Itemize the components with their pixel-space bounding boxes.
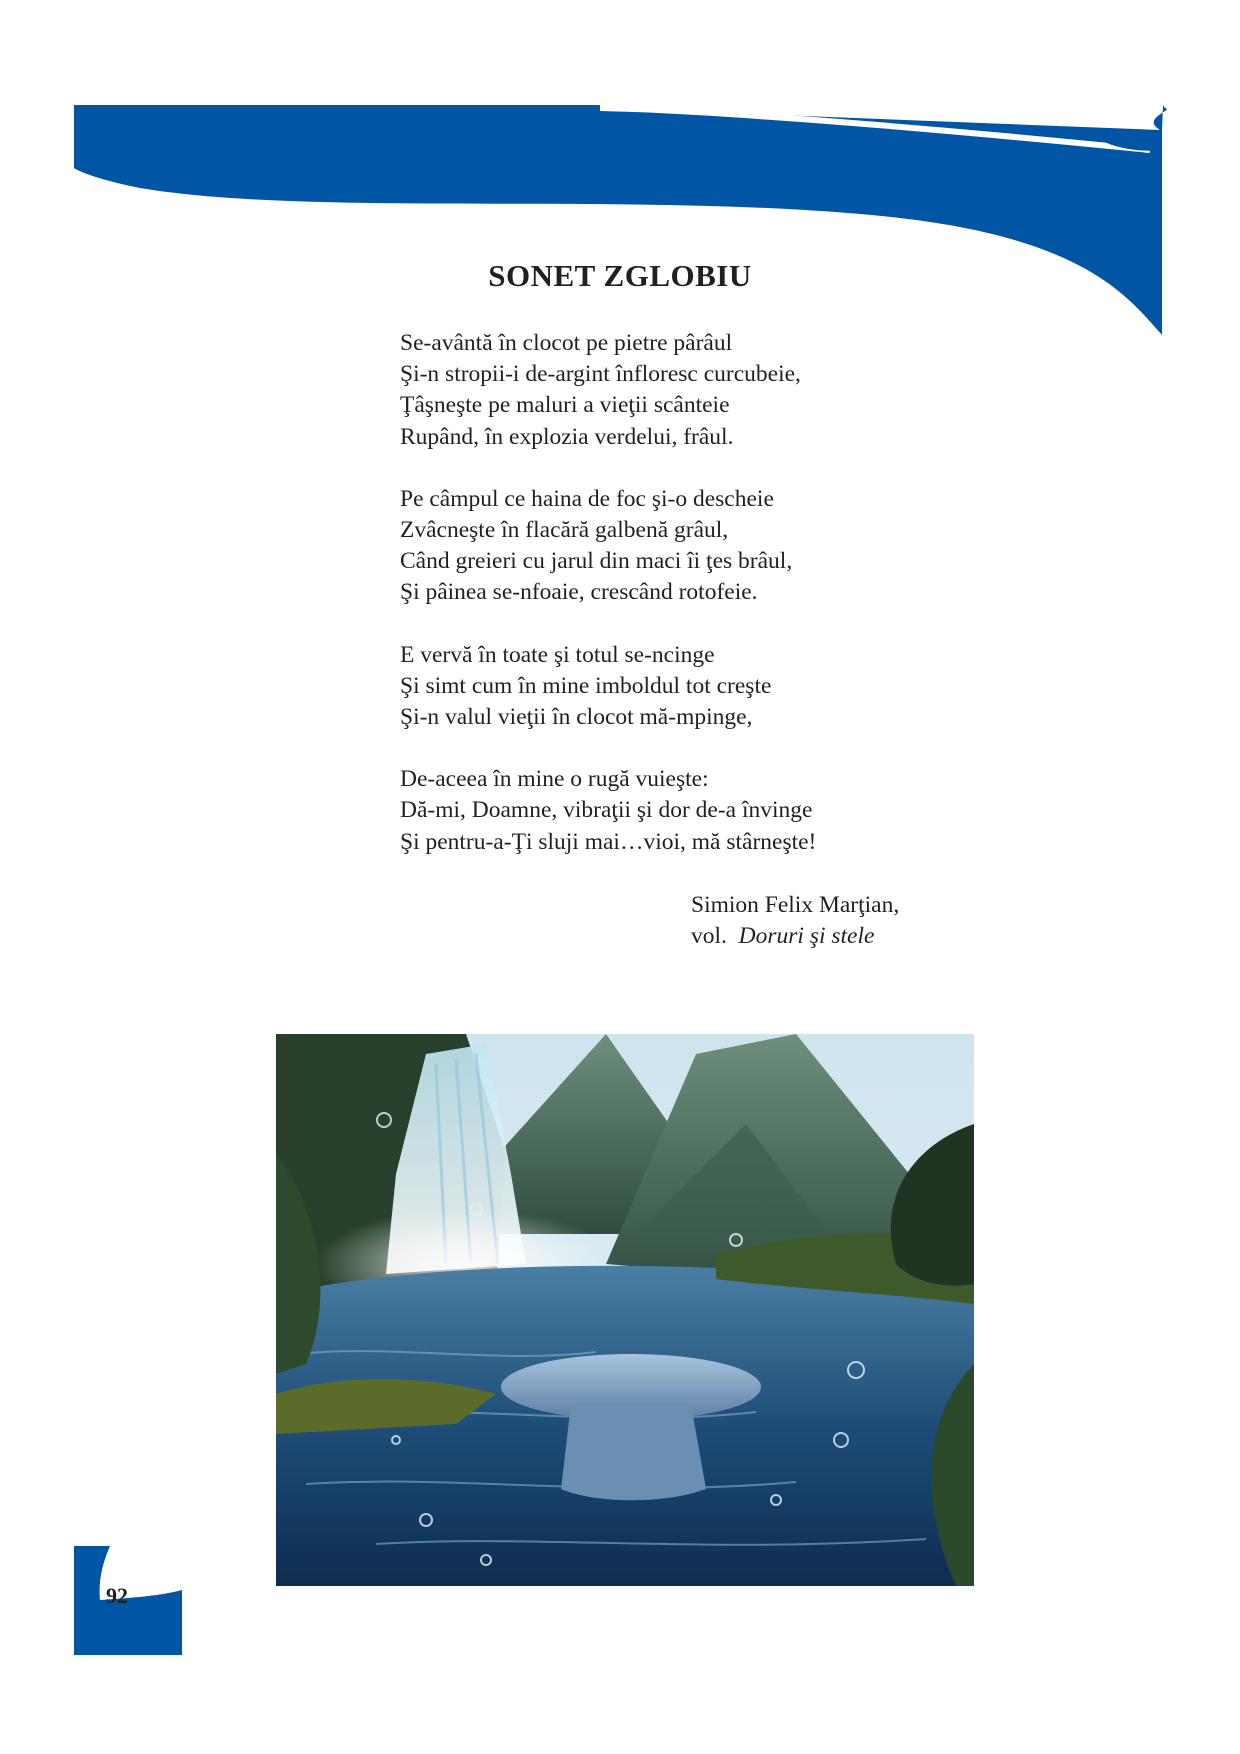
- volume-prefix: vol.: [691, 923, 727, 950]
- stanza: [400, 764, 816, 858]
- poem-title: SONET ZGLOBIU: [488, 258, 752, 293]
- stanza: [400, 328, 816, 453]
- poem-line: Şi simt cum în mine imboldul tot creşte: [400, 672, 772, 699]
- poem-line: Ţâşneşte pe maluri a vieţii scânteie: [400, 392, 730, 419]
- page-number-tab: [0, 1500, 200, 1660]
- poem-line: Zvâcneşte în flacără galbenă grâul,: [400, 517, 729, 544]
- banner-wave-shape: [74, 105, 1167, 335]
- poem-line: Şi-n valul vieţii în clocot mă-mpinge,: [400, 704, 753, 731]
- page-number: 92: [106, 1583, 128, 1608]
- volume-title: Doruri şi stele: [738, 923, 875, 950]
- poem-line: Şi-n stropii-i de-argint înfloresc curcubeie,: [400, 361, 801, 388]
- author-name: Simion Felix Marţian,: [691, 892, 900, 918]
- waterfall-illustration: [276, 1034, 974, 1586]
- poem-line: De-aceea în mine o rugă vuieşte:: [400, 766, 709, 793]
- poem-body: [400, 328, 816, 889]
- top-wave-banner: [0, 0, 1240, 360]
- poem-line: Se-avântă în clocot pe pietre pârâul: [400, 330, 733, 356]
- poem-line: Când greieri cu jarul din maci îi ţes brâul,: [400, 548, 793, 575]
- attribution: [691, 890, 899, 952]
- page-tab-shape: [74, 1546, 182, 1655]
- poem-line: Rupând, în explozia verdelui, frâul.: [400, 423, 734, 450]
- stanza: [400, 640, 816, 734]
- poem-line: Dă-mi, Doamne, vibraţii şi dor de-a învinge: [400, 797, 813, 824]
- stanza: [400, 484, 816, 609]
- stone-table-base: [561, 1404, 706, 1500]
- poem-line: E vervă în toate şi totul se-ncinge: [400, 641, 715, 668]
- poem-line: Şi pâinea se-nfoaie, crescând rotofeie.: [400, 579, 758, 606]
- poem-line: Şi pentru-a-Ţi sluji mai…vioi, mă stârneşte!: [400, 828, 817, 855]
- poem-line: Pe câmpul ce haina de foc şi-o descheie: [400, 485, 774, 512]
